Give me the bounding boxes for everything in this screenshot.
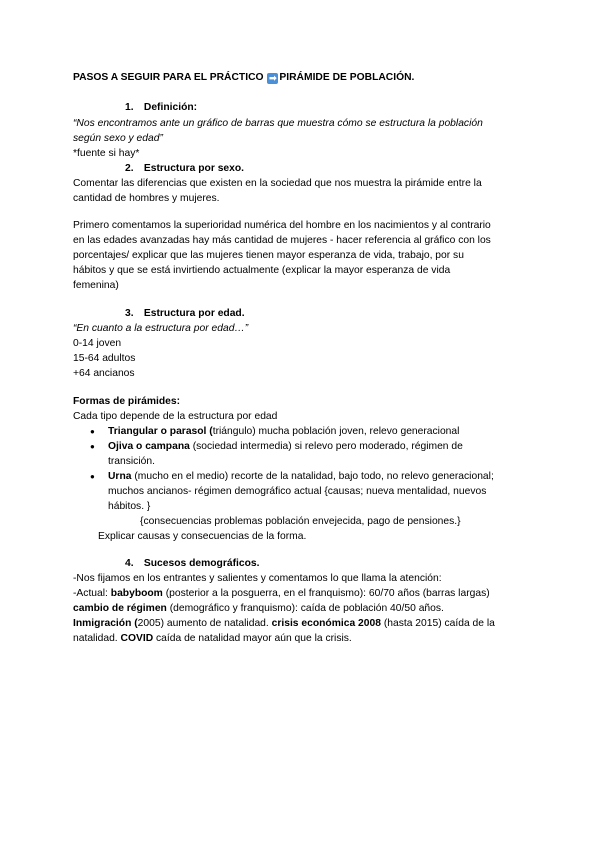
forms-heading: Formas de pirámides: [73, 396, 181, 407]
paragraph-line: porcentajes/ explicar que las mujeres tienen mayor esperanza de vida, trabajo, por su [73, 250, 464, 261]
bullet-urna-cont: muchos ancianos- régimen demográfico actual {causas; nueva mentalidad, nuevos [108, 486, 487, 497]
definition-quote-line-2: según sexo y edad” [73, 133, 163, 144]
events-line: Inmigración (2005) aumento de natalidad. crisis económica 2008 (hasta 2015) caída de la [73, 618, 495, 629]
paragraph-line: en las edades avanzadas hay más cantidad de mujeres - hacer referencia al gráfico con los [73, 235, 491, 246]
bullet-triangular: Triangular o parasol (triángulo) mucha población joven, relevo generacional [108, 426, 460, 437]
bullet-icon: ● [90, 427, 95, 436]
paragraph-line: hábitos y que se está invirtiendo actualmente (explicar la mayor esperanza de vida [73, 265, 451, 276]
paragraph-line: Comentar las diferencias que existen en la sociedad que nos muestra la pirámide entre la [73, 178, 482, 189]
right-arrow-icon: ➡ [269, 73, 277, 83]
bullet-ojiva: Ojiva o campana (sociedad intermedia) si relevo pero moderado, régimen de [108, 441, 463, 452]
bullet-icon: ● [90, 442, 95, 451]
bullet-icon: ● [90, 472, 95, 481]
bullet-urna: Urna (mucho en el medio) recorte de la natalidad, bajo todo, no relevo generacional; [108, 471, 494, 482]
document-title: PASOS A SEGUIR PARA EL PRÁCTICO ➡ PIRÁMIDE DE POBLACIÓN. [73, 72, 415, 83]
age-range: 0-14 joven [73, 338, 122, 349]
section-3-heading: 3. Estructura por edad. [125, 308, 245, 319]
explain-note: Explicar causas y consecuencias de la forma. [98, 531, 307, 542]
age-structure-quote: “En cuanto a la estructura por edad…” [73, 323, 249, 334]
section-4-heading: 4. Sucesos demográficos. [125, 558, 260, 569]
age-range: +64 ancianos [73, 368, 135, 379]
paragraph-line: Primero comentamos la superioridad numérica del hombre en los nacimientos y al contrario [73, 220, 491, 231]
section-2-heading: 2. Estructura por sexo. [125, 163, 245, 174]
forms-intro: Cada tipo depende de la estructura por edad [73, 411, 278, 422]
consequences-note: {consecuencias problemas población envejecida, pago de pensiones.} [140, 516, 461, 527]
source-note: *fuente si hay* [73, 148, 140, 159]
bullet-ojiva-cont: transición. [108, 456, 155, 467]
paragraph-line: femenina) [73, 280, 119, 291]
definition-quote-line-1: “Nos encontramos ante un gráfico de barras que muestra cómo se estructura la población [73, 118, 483, 129]
bullet-urna-cont: hábitos. } [108, 501, 151, 512]
events-line: cambio de régimen (demográfico y franquismo): caída de población 40/50 años. [73, 603, 444, 614]
section-1-heading: 1. Definición: [125, 102, 198, 113]
paragraph-line: cantidad de hombres y mujeres. [73, 193, 220, 204]
events-line: -Actual: babyboom (posterior a la posguerra, en el franquismo): 60/70 años (barras largas) [73, 588, 490, 599]
events-line: natalidad. COVID caída de natalidad mayor aún que la crisis. [73, 633, 352, 644]
age-range: 15-64 adultos [73, 353, 136, 364]
events-intro: -Nos fijamos en los entrantes y salientes y comentamos lo que llama la atención: [73, 573, 442, 584]
